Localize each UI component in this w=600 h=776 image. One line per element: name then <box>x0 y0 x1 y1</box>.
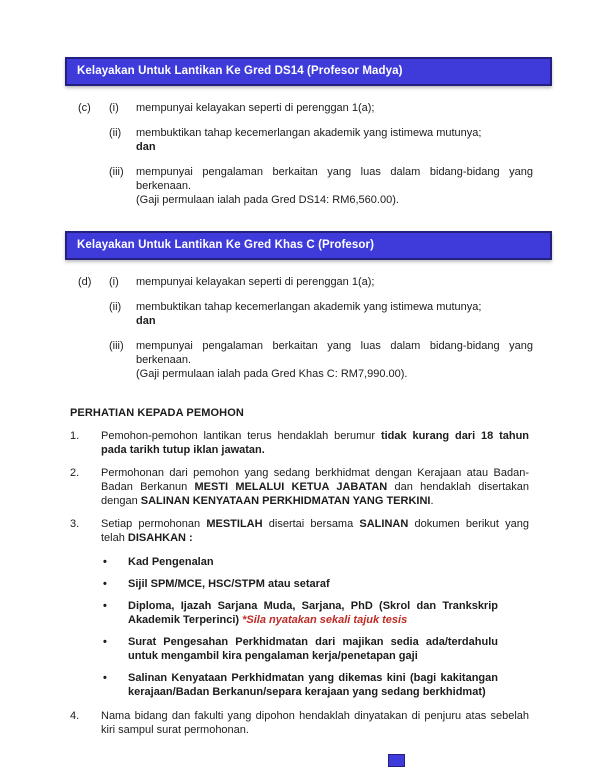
note-segment-bold: tidak kurang dari 18 tahun pada tarikh tutup iklan jawatan. <box>101 430 530 456</box>
salary-note: (Gaji permulaan ialah pada Gred DS14: RM6,560.00). <box>136 194 399 206</box>
item-text <box>136 339 533 381</box>
note-segment: dokumen berikut yang telah <box>101 518 529 544</box>
clause-c <box>78 101 552 218</box>
item-number: (i) <box>109 276 119 288</box>
note-segment-bold: SALINAN <box>359 518 409 530</box>
thesis-title-note: *Sila nyatakan sekali tajuk tesis <box>242 614 408 626</box>
clause-label: (c) <box>78 102 91 114</box>
item-text-suffix: dan <box>136 315 156 327</box>
clause-item <box>109 275 552 289</box>
clause-item <box>109 165 552 207</box>
item-text: mempunyai kelayakan seperti di perenggan 1(a); <box>136 102 375 114</box>
page-content <box>65 57 552 746</box>
item-text-main: membuktikan tahap kecemerlangan akademik yang istimewa mutunya; <box>136 301 482 313</box>
note-text <box>101 429 529 457</box>
list-item-text: Surat Pengesahan Perkhidmatan dari majikan sedia ada/terdahulu untuk mengambil kira pengalaman kerja/penetapan gaji <box>128 636 498 662</box>
section-header-khas-c: Kelayakan Untuk Lantikan Ke Gred Khas C (Profesor) <box>65 231 552 260</box>
list-item-text: Kad Pengenalan <box>128 556 214 568</box>
item-text: mempunyai kelayakan seperti di perenggan 1(a); <box>136 276 375 288</box>
note-segment-bold: : <box>185 532 193 544</box>
item-number: (i) <box>109 102 119 114</box>
clause-item <box>109 126 552 154</box>
required-documents-list <box>103 555 552 699</box>
attention-heading: PERHATIAN KEPADA PEMOHON <box>70 407 244 419</box>
note-item-4 <box>70 709 552 737</box>
clause-d <box>78 275 552 392</box>
item-text-main: membuktikan tahap kecemerlangan akademik yang istimewa mutunya; <box>136 127 482 139</box>
item-text <box>136 165 533 207</box>
note-text: Nama bidang dan fakulti yang dipohon hendaklah dinyatakan di penjuru atas sebelah kiri sampul surat permohonan. <box>101 710 529 736</box>
note-segment: disertai bersama <box>262 518 360 530</box>
note-item-2 <box>70 466 552 508</box>
clause-item <box>109 300 552 328</box>
clause-item <box>109 339 552 381</box>
section-header-ds14: Kelayakan Untuk Lantikan Ke Gred DS14 (Profesor Madya) <box>65 57 552 86</box>
note-number: 3. <box>70 518 80 530</box>
note-segment: Permohonan dari pemohon yang sedang berkhidmat dengan Kerajaan atau Badan-Badan Berkanun <box>101 467 529 493</box>
bullet-icon: • <box>103 556 107 568</box>
bullet-icon: • <box>103 636 107 648</box>
note-segment-bold: MESTILAH <box>206 518 263 530</box>
bullet-icon: • <box>103 578 107 590</box>
item-text-suffix: dan <box>136 141 156 153</box>
note-text <box>101 517 529 545</box>
list-item <box>103 671 552 699</box>
list-item <box>103 599 552 627</box>
item-number: (ii) <box>109 127 122 139</box>
note-segment: Setiap permohonan <box>101 518 207 530</box>
item-text <box>136 126 533 154</box>
salary-note: (Gaji permulaan ialah pada Gred Khas C: RM7,990.00). <box>136 368 408 380</box>
note-item-3 <box>70 517 552 545</box>
note-segment: dan hendaklah disertakan dengan <box>101 481 529 507</box>
item-number: (ii) <box>109 301 122 313</box>
note-number: 1. <box>70 430 80 442</box>
item-number: (iii) <box>109 166 124 178</box>
note-segment: Pemohon-pemohon lantikan terus hendaklah berumur <box>101 430 381 442</box>
note-segment-bold: DISAHKAN <box>127 532 186 544</box>
list-item <box>103 555 552 569</box>
list-item-main: Diploma, Ijazah Sarjana Muda, Sarjana, PhD (Skrol dan Trankskrip Akademik Terperinci) <box>128 600 498 626</box>
clause-label: (d) <box>78 276 92 288</box>
note-number: 4. <box>70 710 80 722</box>
note-number: 2. <box>70 467 80 479</box>
list-item <box>103 577 552 591</box>
note-segment-bold: SALINAN KENYATAAN PERKHIDMATAN YANG TERKINI <box>140 495 431 507</box>
clause-item <box>109 101 552 115</box>
list-item-text: Sijil SPM/MCE, HSC/STPM atau setaraf <box>128 578 330 590</box>
note-segment: . <box>430 495 434 507</box>
item-text <box>136 300 533 328</box>
page-bottom-marker <box>388 754 405 767</box>
item-text-main: mempunyai pengalaman berkaitan yang luas dalam bidang-bidang yang berkenaan. <box>136 340 533 366</box>
bullet-icon: • <box>103 672 107 684</box>
item-text-main: mempunyai pengalaman berkaitan yang luas dalam bidang-bidang yang berkenaan. <box>136 166 533 192</box>
note-segment-bold: MESTI MELALUI KETUA JABATAN <box>194 481 388 493</box>
note-text <box>101 466 529 508</box>
list-item <box>103 635 552 663</box>
list-item-text <box>128 599 498 627</box>
list-item-text: Salinan Kenyataan Perkhidmatan yang dikemas kini (bagi kakitangan kerajaan/Badan Berkanun/separa kerajaan yang sedang berkhidmat) <box>128 672 498 698</box>
bullet-icon: • <box>103 600 107 612</box>
note-item-1 <box>70 429 552 457</box>
attention-section <box>70 406 552 737</box>
item-number: (iii) <box>109 340 124 352</box>
